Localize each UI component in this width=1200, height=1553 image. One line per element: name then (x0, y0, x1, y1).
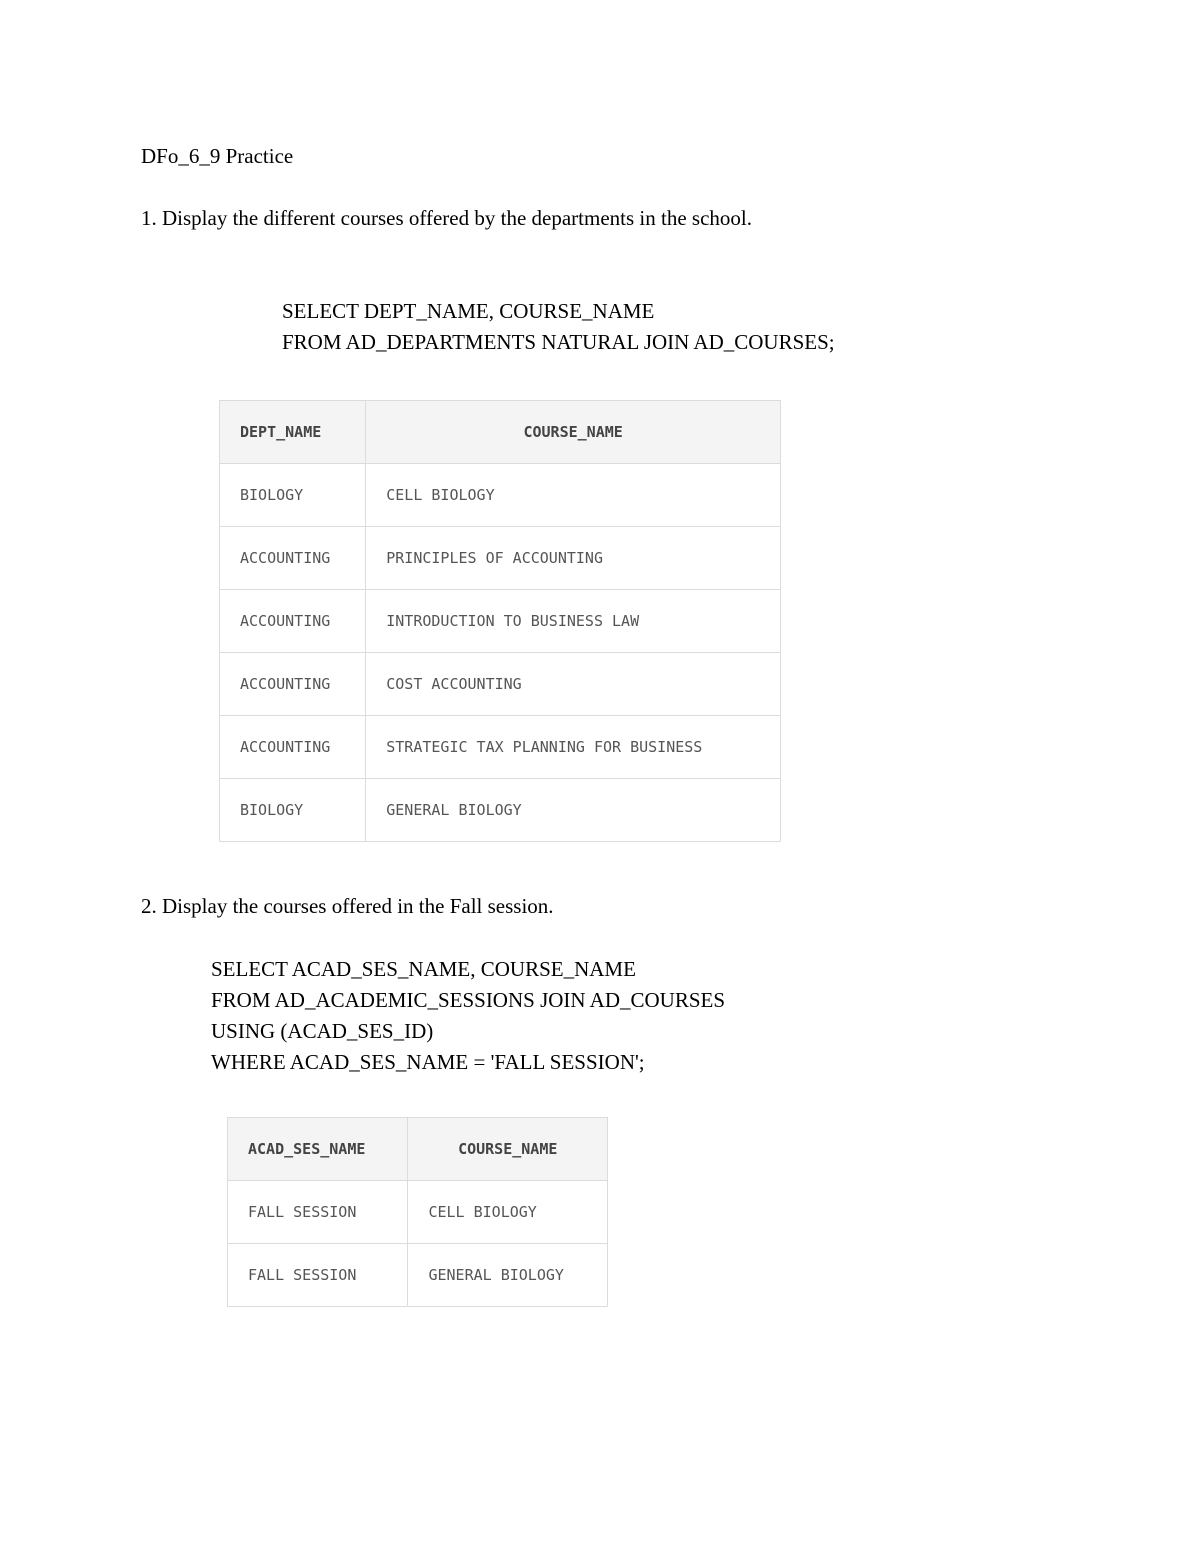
table-row (220, 653, 781, 716)
table-row (220, 464, 781, 527)
cell-dept-name: BIOLOGY (220, 464, 366, 527)
sql-line: FROM AD_ACADEMIC_SESSIONS JOIN AD_COURSES (211, 988, 726, 1012)
sql-line: SELECT ACAD_SES_NAME, COURSE_NAME (211, 957, 636, 981)
cell-dept-name: ACCOUNTING (220, 527, 366, 590)
column-header-dept-name: DEPT_NAME (220, 401, 366, 464)
column-header-course-name: COURSE_NAME (366, 401, 781, 464)
cell-acad-ses-name: FALL SESSION (228, 1181, 408, 1244)
cell-dept-name: ACCOUNTING (220, 590, 366, 653)
question-2-prompt: 2. Display the courses offered in the Fall session. (141, 894, 554, 918)
table-row (228, 1181, 608, 1244)
question-2-result-table (227, 1117, 608, 1307)
sql-line: FROM AD_DEPARTMENTS NATURAL JOIN AD_COURSES; (282, 330, 835, 354)
sql-line: SELECT DEPT_NAME, COURSE_NAME (282, 299, 655, 323)
cell-course-name: CELL BIOLOGY (408, 1181, 608, 1244)
table-row (220, 527, 781, 590)
table-header-row (228, 1118, 608, 1181)
cell-dept-name: BIOLOGY (220, 779, 366, 842)
cell-course-name: GENERAL BIOLOGY (408, 1244, 608, 1307)
table-row (220, 716, 781, 779)
table-row (228, 1244, 608, 1307)
cell-course-name: COST ACCOUNTING (366, 653, 781, 716)
cell-course-name: GENERAL BIOLOGY (366, 779, 781, 842)
table-header-row (220, 401, 781, 464)
cell-dept-name: ACCOUNTING (220, 653, 366, 716)
question-1-sql (282, 296, 835, 358)
cell-acad-ses-name: FALL SESSION (228, 1244, 408, 1307)
question-2-sql (211, 954, 725, 1078)
table-row (220, 590, 781, 653)
sql-line: WHERE ACAD_SES_NAME = 'FALL SESSION'; (211, 1050, 645, 1074)
question-1-result-table (219, 400, 781, 842)
cell-course-name: PRINCIPLES OF ACCOUNTING (366, 527, 781, 590)
column-header-acad-ses-name: ACAD_SES_NAME (228, 1118, 408, 1181)
cell-course-name: CELL BIOLOGY (366, 464, 781, 527)
document-title: DFo_6_9 Practice (141, 144, 294, 168)
table-row (220, 779, 781, 842)
sql-line: USING (ACAD_SES_ID) (211, 1019, 434, 1043)
cell-dept-name: ACCOUNTING (220, 716, 366, 779)
question-1-prompt: 1. Display the different courses offered by the departments in the school. (141, 206, 752, 230)
cell-course-name: STRATEGIC TAX PLANNING FOR BUSINESS (366, 716, 781, 779)
column-header-course-name: COURSE_NAME (408, 1118, 608, 1181)
cell-course-name: INTRODUCTION TO BUSINESS LAW (366, 590, 781, 653)
